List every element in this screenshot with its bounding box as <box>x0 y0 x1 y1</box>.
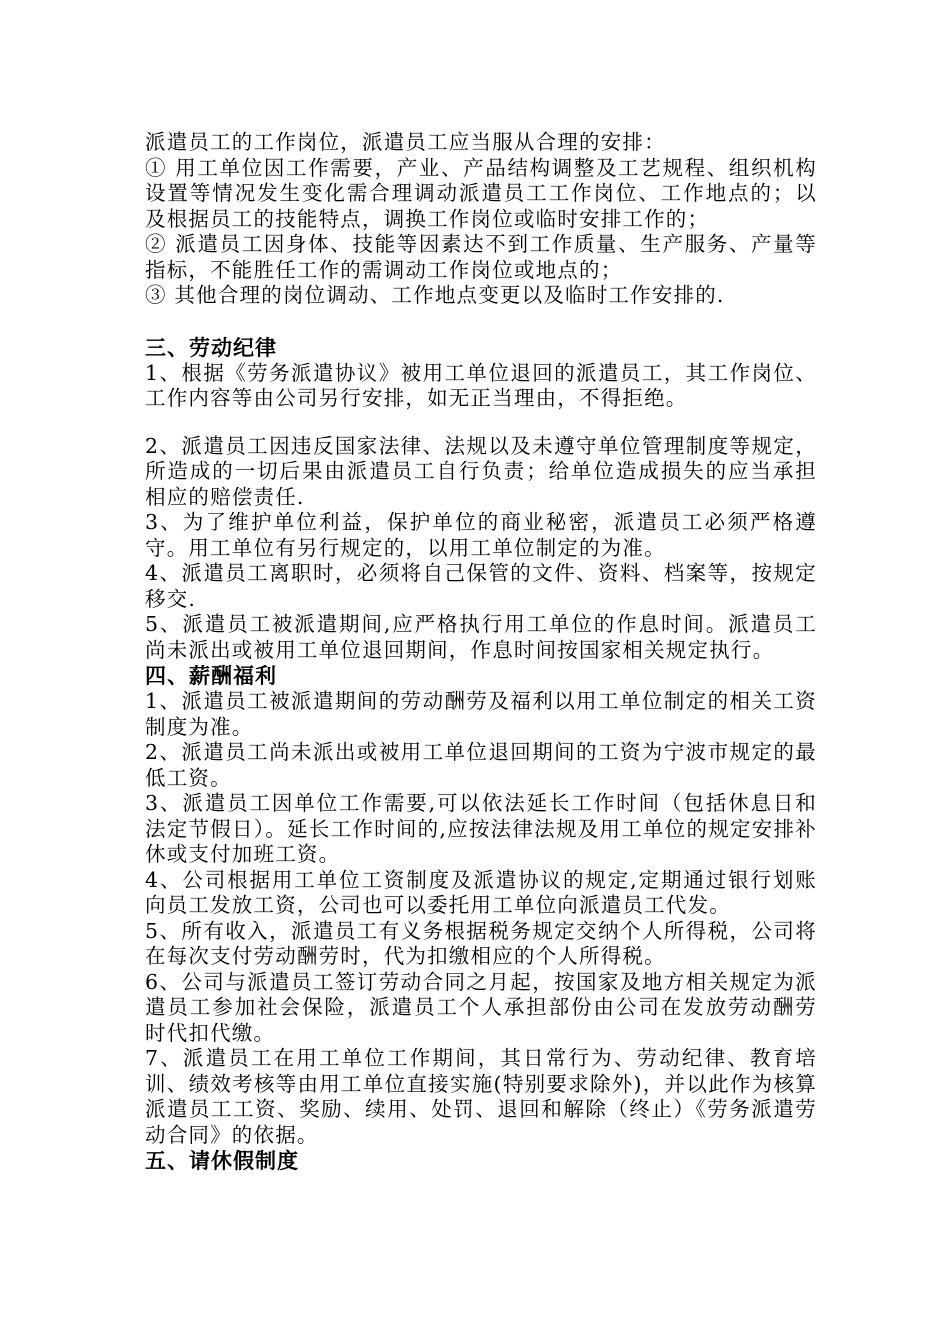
intro-item-3: ③ 其他合理的岗位调动、工作地点变更以及临时工作安排的. <box>145 283 725 307</box>
section-5-heading: 五、请休假制度 <box>145 1149 299 1173</box>
section-3-item-5: 5、派遣员工被派遣期间,应严格执行用工单位的作息时间。派遣员工尚未派出或被用工单位退回期间，作息时间按国家相关规定执行。 <box>145 612 817 662</box>
intro-item-1: ① 用工单位因工作需要，产业、产品结构调整及工艺规程、组织机构设置等情况发生变化需合理调动派遣员工工作岗位、工作地点的；以及根据员工的技能特点，调换工作岗位或临时安排工作的； <box>145 155 817 231</box>
section-4-item-5: 5、所有收入，派遣员工有义务根据税务规定交纳个人所得税，公司将在每次支付劳动酬劳时，代为扣缴相应的个人所得税。 <box>145 918 817 968</box>
section-4-item-4: 4、公司根据用工单位工资制度及派遣协议的规定,定期通过银行划账向员工发放工资，公司也可以委托用工单位向派遣员工代发。 <box>145 867 817 917</box>
section-3-item-1: 1、根据《劳务派遣协议》被用工单位退回的派遣员工，其工作岗位、工作内容等由公司另行安排，如无正当理由，不得拒绝。 <box>145 360 817 410</box>
section-4-item-2: 2、派遣员工尚未派出或被用工单位退回期间的工资为宁波市规定的最低工资。 <box>145 740 817 790</box>
intro-line: 派遣员工的工作岗位，派遣员工应当服从合理的安排： <box>145 130 666 154</box>
section-4-item-7: 7、派遣员工在用工单位工作期间，其日常行为、劳动纪律、教育培训、绩效考核等由用工单位直接实施(特别要求除外)，并以此作为核算派遣员工工资、奖励、续用、处罚、退回和解除（终止）《劳务派遣劳动合同》的依据。 <box>145 1046 817 1147</box>
intro-item-2: ② 派遣员工因身体、技能等因素达不到工作质量、生产服务、产量等指标，不能胜任工作的需调动工作岗位或地点的； <box>145 232 817 282</box>
section-3-heading: 三、劳动纪律 <box>145 335 277 360</box>
section-3-item-4: 4、派遣员工离职时，必须将自己保管的文件、资料、档案等，按规定移交. <box>145 561 817 611</box>
section-4-heading: 四、薪酬福利 <box>145 664 277 688</box>
section-4-item-1: 1、派遣员工被派遣期间的劳动酬劳及福利以用工单位制定的相关工资制度为准。 <box>145 689 817 739</box>
spacer <box>145 309 817 335</box>
section-4-item-3: 3、派遣员工因单位工作需要,可以依法延长工作时间（包括休息日和法定节假日）。延长工作时间的,应按法律法规及用工单位的规定安排补休或支付加班工资。 <box>145 791 817 866</box>
section-3-item-2: 2、派遣员工因违反国家法律、法规以及未遵守单位管理制度等规定，所造成的一切后果由派遣员工自行负责；给单位造成损失的应当承担相应的赔偿责任. <box>145 433 817 509</box>
section-3-item-3: 3、为了维护单位利益，保护单位的商业秘密，派遣员工必须严格遵守。用工单位有另行规定的，以用工单位制定的为准。 <box>145 510 817 560</box>
document-page <box>145 130 817 1174</box>
spacer <box>145 412 817 434</box>
section-4-item-6: 6、公司与派遣员工签订劳动合同之月起，按国家及地方相关规定为派遣员工参加社会保险，派遣员工个人承担部份由公司在发放劳动酬劳时代扣代缴。 <box>145 969 817 1045</box>
